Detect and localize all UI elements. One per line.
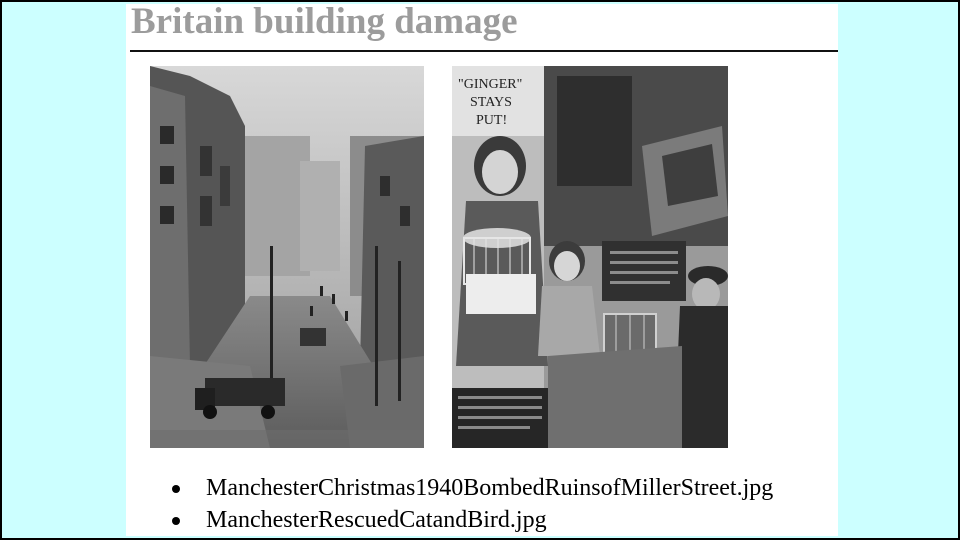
ginger-headline-line3: PUT! [476,113,508,128]
list-item [166,504,773,536]
slide-title: Britain building damage [131,4,518,42]
bullet-icon [172,485,180,493]
photo-miller-street-ruins [150,66,424,448]
ginger-headline-line2: STAYS [470,95,512,110]
file-name-list [166,472,773,536]
bullet-icon [172,517,180,525]
rescued-cat-bird-image [452,66,728,448]
file-name-1: ManchesterChristmas1940BombedRuinsofMillerStreet.jpg [206,475,774,501]
slide [126,4,838,536]
photo-rescued-cat-and-bird [452,66,728,448]
ginger-headline-line1: "GINGER" [458,77,523,92]
list-item [166,472,773,504]
title-divider [130,50,838,52]
file-name-2: ManchesterRescuedCatandBird.jpg [206,507,547,533]
ruins-photo-image [150,66,424,448]
